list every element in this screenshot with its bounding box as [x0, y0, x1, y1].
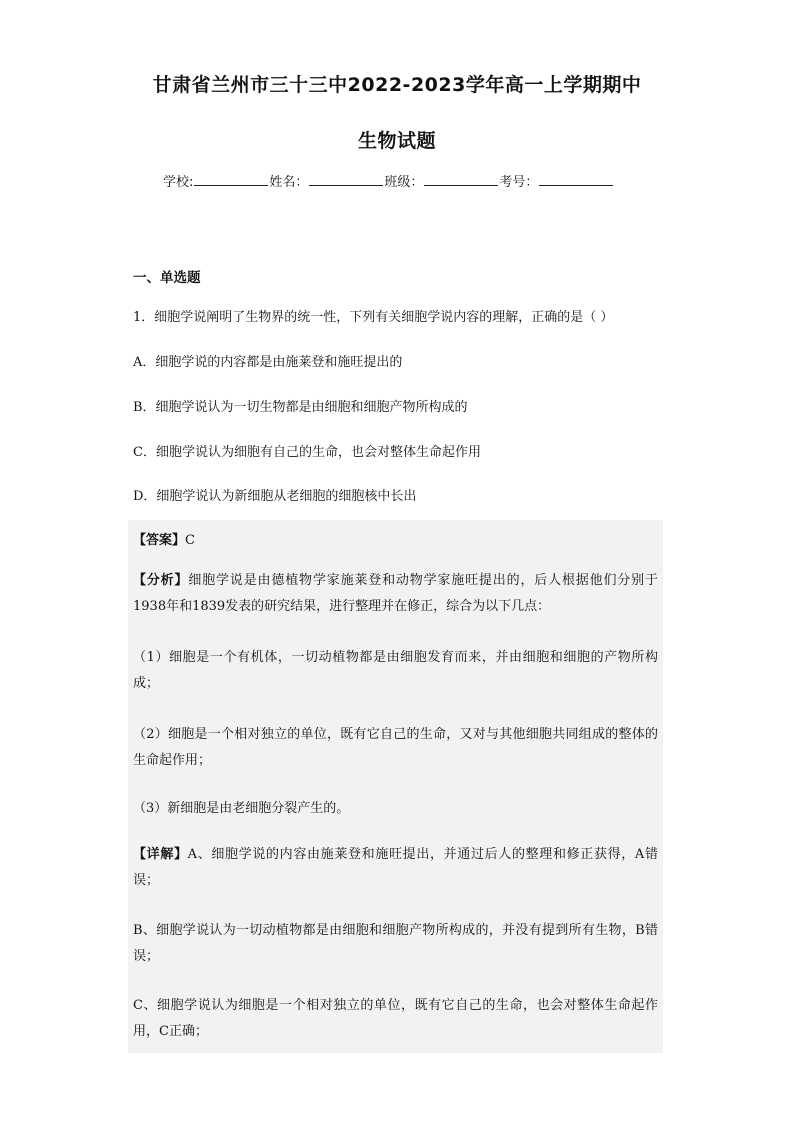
option-c: C．细胞学说认为细胞有自己的生命，也会对整体生命起作用: [133, 445, 481, 460]
answer-line: [133, 529, 195, 548]
school-label: 学校:: [163, 175, 194, 190]
detail-label: 【详解】: [133, 847, 188, 862]
document-title-line2: 生物试题: [357, 130, 436, 152]
option-a: A．细胞学说的内容都是由施莱登和施旺提出的: [133, 355, 403, 370]
class-label: 班级：: [384, 175, 424, 190]
detail-item-c: C、细胞学说认为细胞是一个相对独立的单位，既有它自己的生命，也会对整体生命起作用，C正确；: [133, 998, 658, 1039]
name-blank[interactable]: [309, 173, 383, 186]
document-title-line1: 甘肃省兰州市三十三中2022-2023学年高一上学期期中: [152, 74, 642, 96]
analysis-text: 细胞学说是由德植物学家施莱登和动物学家施旺提出的，后人根据他们分别于1938年和1839发表的研究结果，进行整理并在修正，综合为以下几点：: [133, 573, 658, 614]
answer-value: C: [185, 533, 195, 548]
student-info-fields: [163, 171, 614, 190]
analysis-point-3: （3）新细胞是由老细胞分裂产生的。: [133, 801, 350, 816]
exam-number-blank[interactable]: [539, 173, 613, 186]
option-d: D．细胞学说认为新细胞从老细胞的细胞核中长出: [133, 489, 417, 504]
detail-text-a: A、细胞学说的内容由施莱登和施旺提出，并通过后人的整理和修正获得，A错误；: [133, 847, 658, 888]
name-label: 姓名：: [269, 175, 309, 190]
class-blank[interactable]: [424, 173, 498, 186]
detail-item-a: [133, 842, 658, 894]
exam-number-label: 考号：: [499, 175, 539, 190]
analysis-paragraph: [133, 568, 658, 620]
detail-item-b: B、细胞学说认为一切动植物都是由细胞和细胞产物所构成的，并没有提到所有生物，B错误；: [133, 923, 658, 964]
option-b: B．细胞学说认为一切生物都是由细胞和细胞产物所构成的: [133, 400, 468, 415]
question-stem: 1．细胞学说阐明了生物界的统一性，下列有关细胞学说内容的理解，正确的是（ ）: [133, 310, 614, 325]
analysis-point-2: （2）细胞是一个相对独立的单位，既有它自己的生命，又对与其他细胞共同组成的整体的生命起作用；: [133, 727, 658, 768]
analysis-label: 【分析】: [133, 573, 189, 588]
section-heading: 一、单选题: [133, 270, 201, 286]
analysis-point-1: （1）细胞是一个有机体，一切动植物都是由细胞发育而来，并由细胞和细胞的产物所构成；: [133, 650, 658, 691]
school-blank[interactable]: [194, 173, 268, 186]
answer-label: 【答案】: [133, 533, 186, 548]
